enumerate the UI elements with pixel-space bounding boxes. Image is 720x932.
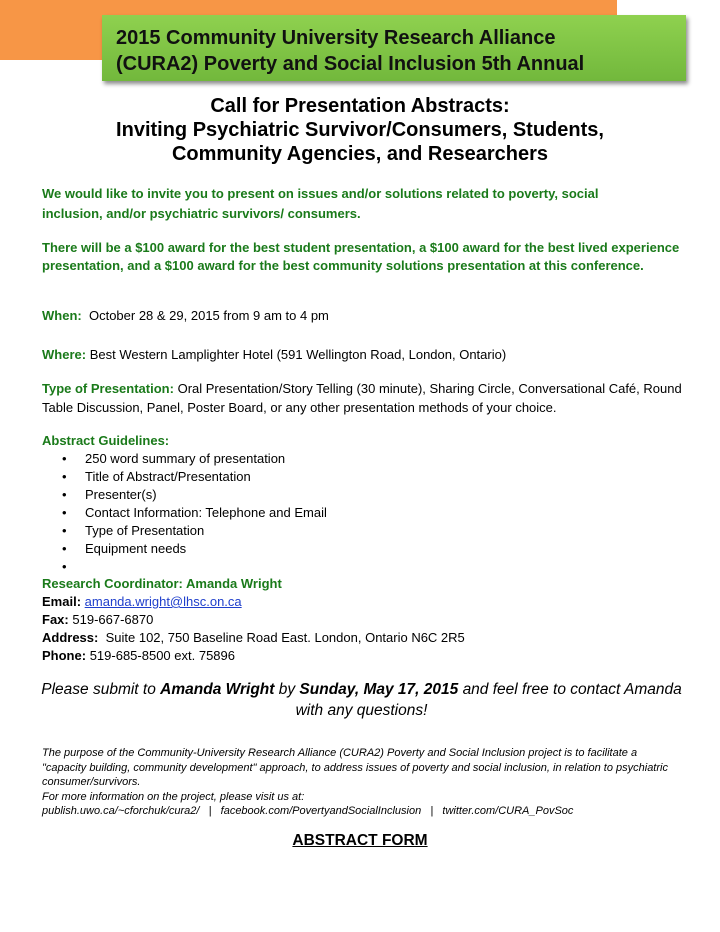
where-value: Best Western Lamplighter Hotel (591 Wellington Road, London, Ontario) <box>89 347 507 362</box>
phone-value: 519-685-8500 ext. 75896 <box>89 648 235 663</box>
submit-deadline: Sunday, May 17, 2015 <box>299 681 459 698</box>
project-links: publish.uwo.ca/~cforchuk/cura2/ | facebook.com/PovertyandSocialInclusion | twitter.com/CURA_PovSoc <box>42 805 574 817</box>
fax-value: 519-667-6870 <box>72 612 154 627</box>
list-item: • 250 word summary of presentation <box>42 450 327 468</box>
where-line: Where: Best Western Lamplighter Hotel (591 Wellington Road, London, Ontario) <box>42 347 507 362</box>
list-item <box>42 558 327 576</box>
page-heading <box>0 94 720 166</box>
fax-label: Fax <box>42 612 65 627</box>
award-paragraph: There will be a $100 award for the best student presentation, a $100 award for the best lived experience presentation, and a $100 award for the best community solutions presentation at this conference. <box>42 240 680 273</box>
coordinator-name: Research Coordinator: Amanda Wright <box>42 576 282 591</box>
submission-note <box>40 679 683 721</box>
purpose-text: The purpose of the Community-University Research Alliance (CURA2) Poverty and Social Inclusion project is to facilitate a "capacity building, community development" approach, to address issues of poverty and social inclusion, in relation to psychiatric consumer/survivors. <box>42 747 668 788</box>
banner-line-1: 2015 Community University Research Alliance <box>116 27 556 49</box>
when-label: When <box>42 308 78 323</box>
banner-line-2: (CURA2) Poverty and Social Inclusion 5th Annual <box>116 53 585 75</box>
invitation-paragraph <box>42 184 682 224</box>
address-value: Suite 102, 750 Baseline Road East. London, Ontario N6C 2R5 <box>105 630 465 645</box>
list-item: • Contact Information: Telephone and Email <box>42 504 327 522</box>
where-label: Where <box>42 347 82 362</box>
heading-line-3: Community Agencies, and Researchers <box>171 143 549 165</box>
title-banner <box>102 15 686 81</box>
phone-line: Phone: 519-685-8500 ext. 75896 <box>42 648 235 663</box>
presentation-type <box>42 379 682 417</box>
submit-text-2: by <box>278 681 296 698</box>
heading-line-2: Inviting Psychiatric Survivor/Consumers, Students, <box>116 119 604 141</box>
email-line: Email: amanda.wright@lhsc.on.ca <box>42 594 242 609</box>
email-label: Email <box>42 594 77 609</box>
submit-contact-name: Amanda Wright <box>160 681 275 698</box>
fax-line: Fax: 519-667-6870 <box>42 612 154 627</box>
invite-line-1: We would like to invite you to present on issues and/or solutions related to poverty, social <box>42 186 599 201</box>
guidelines-title: Abstract Guidelines: <box>42 433 170 448</box>
submit-text-3: and feel free to contact Amanda with any questions! <box>295 681 682 719</box>
list-item: • Presenter(s) <box>42 486 327 504</box>
submit-text-1: Please submit to <box>41 681 156 698</box>
list-item: • Title of Abstract/Presentation <box>42 468 327 486</box>
more-info: For more information on the project, please visit us at: <box>42 790 305 803</box>
when-value: October 28 & 29, 2015 from 9 am to 4 pm <box>88 308 329 323</box>
list-item: • Type of Presentation <box>42 522 327 540</box>
type-value: Oral Presentation/Story Telling (30 minute), Sharing Circle, Conversational Café, Round Table Discussion, Panel, Poster Board, or any other presentation methods of your choice. <box>42 381 682 415</box>
project-purpose <box>42 746 682 819</box>
guidelines-list <box>42 450 327 576</box>
contact-block <box>42 575 682 665</box>
abstract-form-title: ABSTRACT FORM <box>292 832 428 849</box>
invite-line-2: inclusion, and/or psychiatric survivors/ consumers. <box>42 206 361 221</box>
address-line: Address: Suite 102, 750 Baseline Road East. London, Ontario N6C 2R5 <box>42 630 465 645</box>
list-item: • Equipment needs <box>42 540 327 558</box>
type-label: Type of Presentation: <box>42 381 174 396</box>
address-label: Address <box>42 630 95 645</box>
heading-line-1: Call for Presentation Abstracts: <box>210 95 510 117</box>
phone-label: Phone <box>42 648 82 663</box>
when-line: When: October 28 & 29, 2015 from 9 am to 4 pm <box>42 308 329 323</box>
email-link[interactable]: amanda.wright@lhsc.on.ca <box>84 594 242 609</box>
